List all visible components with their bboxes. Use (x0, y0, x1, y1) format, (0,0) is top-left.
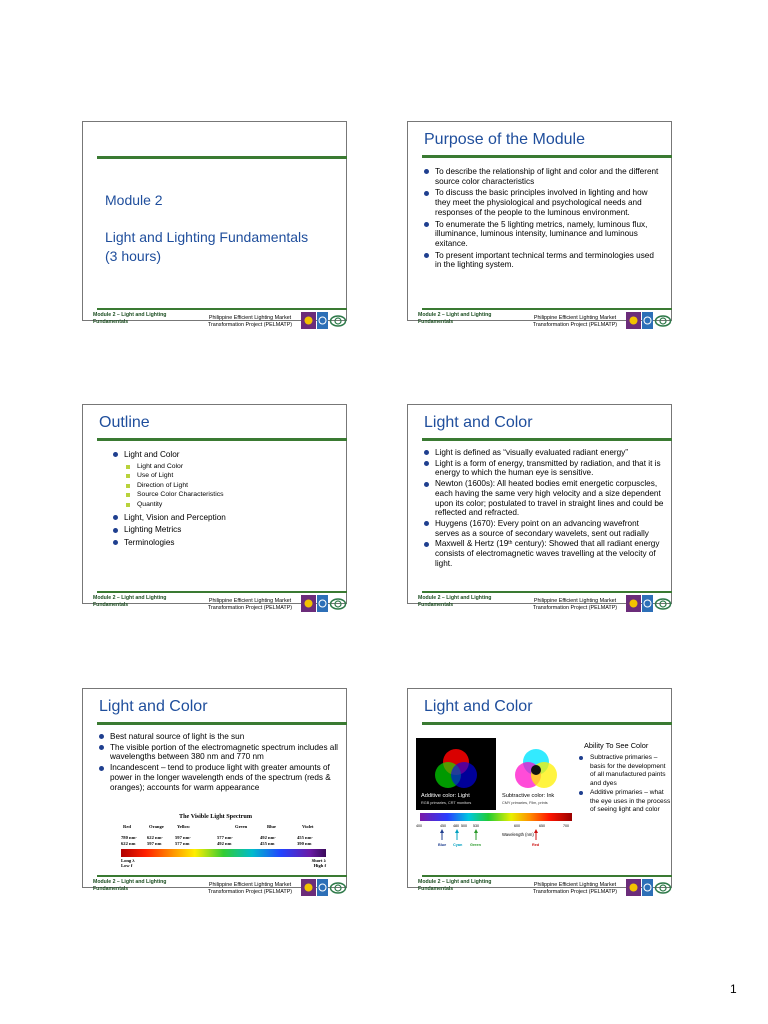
slide-module-title (82, 121, 347, 328)
title-rule (422, 438, 672, 441)
bullet-list (113, 450, 333, 551)
footer-project-line: Transformation Project (PELMATP) (207, 889, 293, 895)
footer-rule (422, 308, 672, 310)
ability-heading: Ability To See Color (584, 741, 649, 750)
bullet-text: century): Showed that all radiant energy consists of electromagnetic waves travelling at the velocity of light. (435, 539, 660, 568)
short-end-line: High f (313, 863, 326, 868)
bullet-item: Huygens (1670): Every point on an advancing wavefront serves as a source of secondary wavelets, sent out radially (424, 519, 664, 538)
module-subtitle-line: (3 hours) (105, 248, 162, 264)
spectrum-nm: 622 nm (121, 841, 136, 846)
wavelength-scale (416, 813, 576, 863)
footer-project (201, 598, 299, 612)
bullet-list (99, 732, 344, 793)
bullet-item: Subtractive primaries – basis for the development of all manufactured paints and dyes (579, 754, 671, 788)
bullet-item (113, 450, 333, 510)
spectrum-nm: 577 nm- (217, 835, 233, 840)
wl-tick: 700 (563, 824, 569, 828)
module-number: Module 2 (105, 192, 163, 208)
wl-color-label: Blue (438, 843, 447, 847)
footer-project-line: Transformation Project (PELMATP) (532, 322, 618, 328)
footer-project-line: Philippine Efficient Lighting Market (208, 882, 292, 888)
wl-tick: 480 (453, 824, 459, 828)
footer-module-line: Module 2 – Light and Lighting (418, 879, 492, 885)
wl-color-label: Red (532, 843, 540, 847)
slide-outline (82, 404, 347, 611)
slide-light-color-3 (407, 688, 672, 895)
partner-logos-icon (301, 878, 347, 898)
footer-module (418, 879, 508, 892)
module-subtitle (105, 228, 308, 266)
spectrum-color-names (121, 824, 326, 832)
title-rule (97, 156, 347, 159)
bullet-item: Light is a form of energy, transmitted by radiation, and that it is energy to which the human eye is sensitive. (424, 459, 664, 478)
bullet-text: Light and Color (124, 450, 180, 459)
bullet-item: To discuss the basic principles involved in lighting and how they meet the physiological and psychological needs and responses of the people to the luminous environment. (424, 188, 662, 217)
footer-module-line: Fundamentals (418, 318, 454, 325)
spectrum-nm: 597 nm- (175, 835, 191, 840)
slide-title: Purpose of the Module (424, 131, 585, 148)
title-rule (97, 722, 347, 725)
bullet-item: The visible portion of the electromagnetic spectrum includes all wavelengths between 380 nm and 770 nm (99, 743, 344, 762)
footer-project (201, 882, 299, 896)
sub-bullet-item: Quantity (124, 500, 333, 510)
footer-project-line: Philippine Efficient Lighting Market (533, 598, 617, 604)
module-subtitle-line: Light and Lighting Fundamentals (105, 229, 309, 245)
title-rule (422, 155, 672, 158)
footer-module-line: Module 2 – Light and Lighting (93, 312, 167, 318)
footer-project (526, 598, 624, 612)
sub-bullet-item: Use of Light (124, 471, 333, 481)
spectrum-nm: 780 nm- (121, 835, 137, 840)
partner-logos-icon (626, 878, 672, 898)
spectrum-name: Red (123, 824, 131, 829)
subtractive-label: Subtractive color: Ink (502, 793, 555, 799)
bullet-item: Incandescent – tend to produce light with greater amounts of power in the longer wavelength ends of the spectrum (reds & oranges); accounts for warm appearance (99, 763, 344, 792)
slide-title: Light and Color (424, 698, 533, 715)
spectrum-nm: 492 nm- (260, 835, 276, 840)
footer-module-line: Fundamentals (418, 885, 454, 892)
title-rule (97, 438, 347, 441)
slide-title: Outline (99, 414, 150, 431)
bullet-item: Light, Vision and Perception (113, 513, 333, 523)
footer-project-line: Transformation Project (PELMATP) (207, 322, 293, 328)
short-end-line: Short λ (311, 858, 326, 863)
footer-module (93, 879, 183, 892)
footer-module-line: Module 2 – Light and Lighting (93, 879, 167, 885)
footer-module (418, 595, 508, 608)
bullet-list (579, 754, 671, 816)
sub-bullet-item: Light and Color (124, 462, 333, 472)
slide-light-color-1 (407, 404, 672, 611)
sub-bullet-item: Source Color Characteristics (124, 490, 333, 500)
partner-logos-icon (626, 594, 672, 614)
footer-rule (97, 308, 347, 310)
spectrum-nm: 492 nm (217, 841, 232, 846)
wl-color-label: Green (470, 843, 481, 847)
additive-label: Additive color: Light (421, 793, 470, 799)
wl-tick: 450 (440, 824, 446, 828)
bullet-item (424, 539, 664, 568)
bullet-item: To enumerate the 5 lighting metrics, namely, luminous flux, illuminance, luminous intensity, luminance and luminous exitance. (424, 220, 662, 249)
footer-project (526, 882, 624, 896)
footer-rule (422, 591, 672, 593)
title-rule (422, 722, 672, 725)
bullet-item: Best natural source of light is the sun (99, 732, 344, 742)
footer-rule (97, 875, 347, 877)
spectrum-name: Yellow (177, 824, 191, 829)
footer-module-line: Fundamentals (93, 318, 129, 325)
additive-sub: RGB primaries, CRT monitors (421, 801, 472, 805)
footer-project-line: Philippine Efficient Lighting Market (533, 315, 617, 321)
footer-project-line: Philippine Efficient Lighting Market (208, 598, 292, 604)
long-end-line: Long λ (121, 858, 135, 863)
spectrum-name: Green (235, 824, 248, 829)
spectrum-name: Violet (302, 824, 314, 829)
wl-color-label: Cyan (453, 843, 463, 847)
footer-module-line: Module 2 – Light and Lighting (93, 595, 167, 601)
footer-project (526, 315, 624, 329)
spectrum-wavelengths (121, 835, 326, 849)
spectrum-nm: 577 nm (175, 841, 190, 846)
bullet-item: Newton (1600s): All heated bodies emit energetic corpuscles, each having the same very high velocity and a size dependent upon its color; postulated to travel in straight lines and could be reflected and refracted. (424, 479, 664, 518)
slide-title: Light and Color (99, 698, 208, 715)
bullet-item: Lighting Metrics (113, 525, 333, 535)
spectrum-nm: 597 nm (147, 841, 162, 846)
page-number: 1 (730, 982, 737, 996)
bullet-item: To describe the relationship of light and color and the different source color characteristics (424, 167, 662, 186)
long-end-line: Low f (121, 863, 133, 868)
subtractive-sub: CMY primaries, Film, prints (502, 801, 548, 805)
spectrum-nm: 455 nm- (297, 835, 313, 840)
bullet-list (424, 167, 662, 272)
wl-tick: 530 (473, 824, 479, 828)
short-wavelength-end (312, 858, 326, 868)
bullet-item: Terminologies (113, 538, 333, 548)
slide-title: Light and Color (424, 414, 533, 431)
sub-bullet-item: Direction of Light (124, 481, 333, 491)
spectrum-ends (121, 858, 326, 872)
footer-project-line: Transformation Project (PELMATP) (207, 605, 293, 611)
footer-project-line: Transformation Project (PELMATP) (532, 605, 618, 611)
bullet-item: Additive primaries – what the eye uses in the process of seeing light and color (579, 789, 671, 815)
bullet-list (424, 448, 664, 569)
footer-project-line: Transformation Project (PELMATP) (532, 889, 618, 895)
bullet-item: Light is defined as “visually evaluated radiant energy” (424, 448, 664, 458)
slide-purpose (407, 121, 672, 328)
bullet-item: To present important technical terms and terminologies used in the lighting system. (424, 251, 662, 270)
footer-rule (97, 591, 347, 593)
long-wavelength-end (121, 858, 135, 868)
partner-logos-icon (301, 594, 347, 614)
spectrum-nm: 455 nm (260, 841, 275, 846)
footer-module-line: Fundamentals (418, 601, 454, 608)
superscript: th (508, 540, 513, 547)
spectrum-name: Blue (267, 824, 276, 829)
footer-module (93, 595, 183, 608)
footer-module-line: Module 2 – Light and Lighting (418, 595, 492, 601)
bullet-text: Maxwell & Hertz (19 (435, 539, 509, 549)
partner-logos-icon (626, 311, 672, 331)
footer-module-line: Module 2 – Light and Lighting (418, 312, 492, 318)
footer-module-line: Fundamentals (93, 601, 129, 608)
footer-module (93, 312, 183, 325)
spectrum-bar (121, 849, 326, 857)
footer-project (201, 315, 299, 329)
footer-module (418, 312, 508, 325)
footer-rule (422, 875, 672, 877)
slide-light-color-2 (82, 688, 347, 895)
footer-project-line: Philippine Efficient Lighting Market (208, 315, 292, 321)
footer-project-line: Philippine Efficient Lighting Market (533, 882, 617, 888)
spectrum-nm: 622 nm- (147, 835, 163, 840)
spectrum-name: Orange (149, 824, 164, 829)
footer-module-line: Fundamentals (93, 885, 129, 892)
color-mixing-diagram (416, 738, 576, 810)
spectrum-title: The Visible Light Spectrum (178, 813, 253, 820)
wl-tick: 400 (416, 824, 422, 828)
wl-tick: 600 (514, 824, 520, 828)
wl-axis-label: Wavelength (nm) (502, 832, 534, 837)
partner-logos-icon (301, 311, 347, 331)
spectrum-nm: 390 nm (297, 841, 312, 846)
wl-tick: 500 (461, 824, 467, 828)
wl-tick: 650 (539, 824, 545, 828)
sub-bullet-list (124, 462, 333, 510)
